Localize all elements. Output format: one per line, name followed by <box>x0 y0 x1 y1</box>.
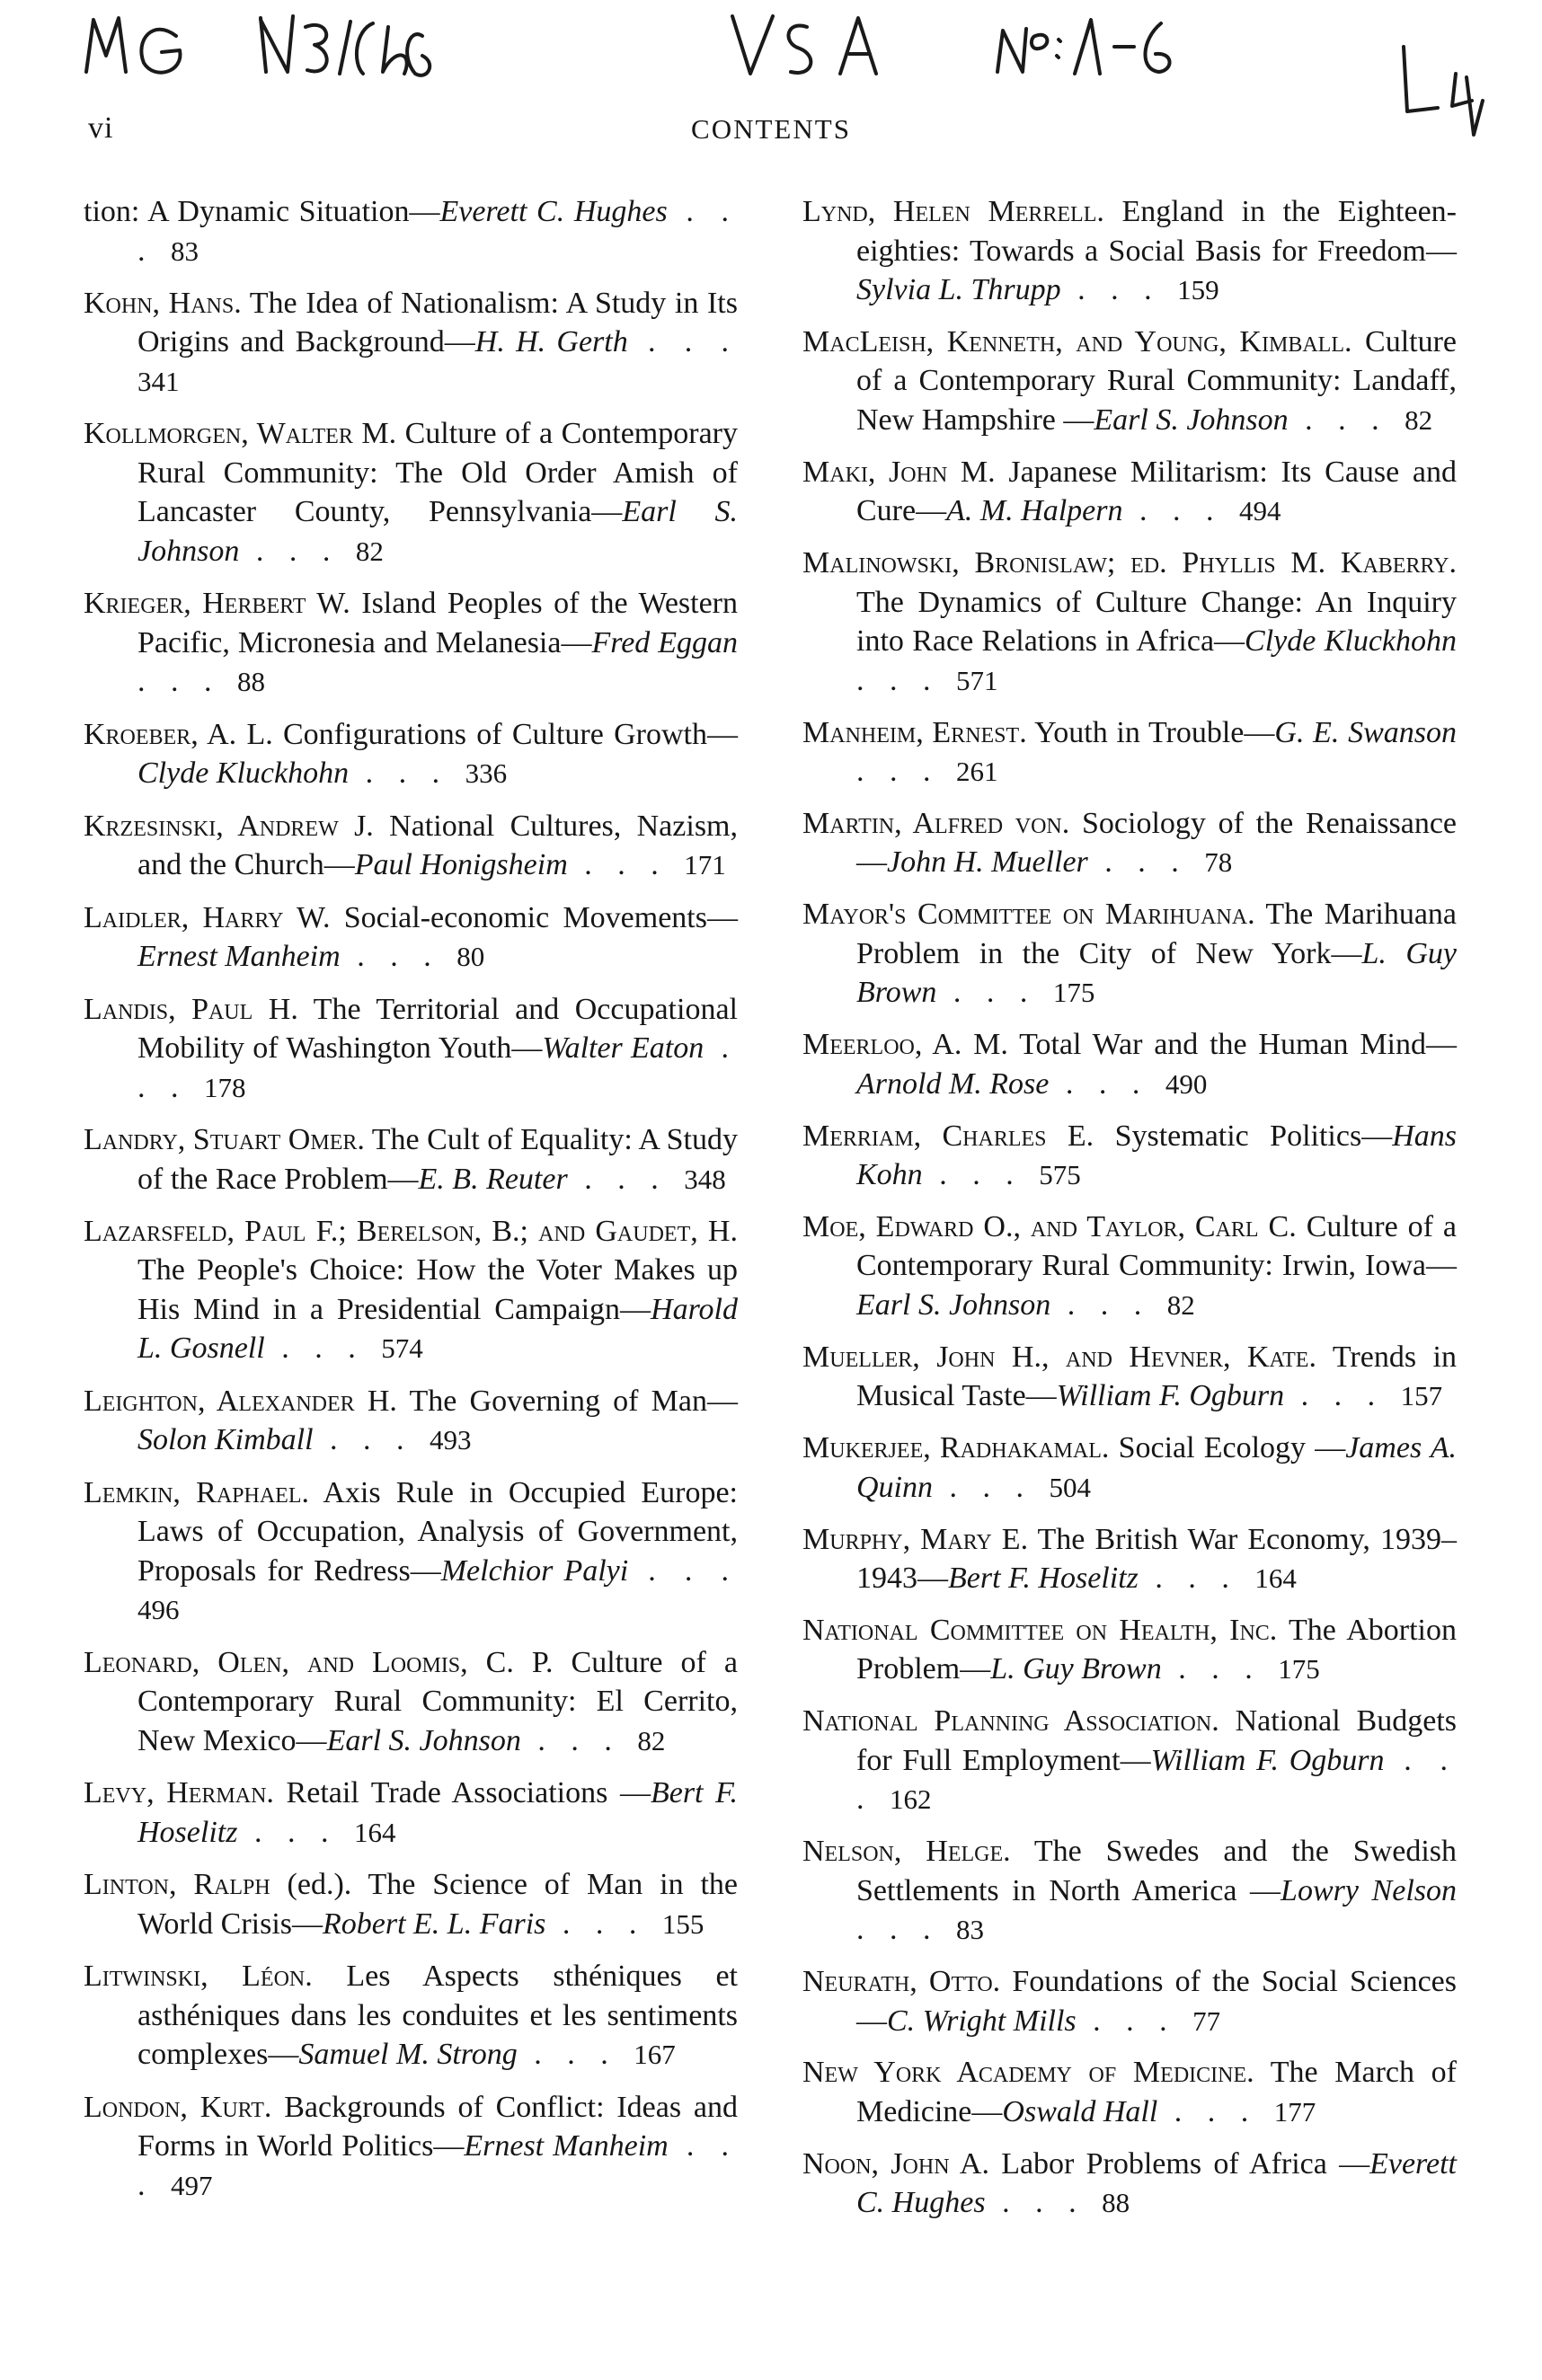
contents-entry <box>84 898 738 977</box>
entry-title: Les Aspects sthéniques et asthéniques dans les conduites et les sentiments complexes— <box>137 1960 738 2072</box>
contents-entry <box>802 1208 1457 1325</box>
entry-reviewer: G. E. Swanson <box>1274 715 1458 749</box>
entry-author: Leonard, Olen, and Loomis, C. P. <box>84 1645 554 1679</box>
entry-page-number: 82 <box>637 1724 666 1756</box>
entry-page-number: 336 <box>465 757 508 790</box>
running-head: CONTENTS <box>691 113 851 145</box>
entry-author: Leighton, Alexander H. <box>84 1384 397 1418</box>
contents-entry <box>84 1643 738 1761</box>
entry-page-number: 341 <box>137 365 180 397</box>
entry-author: Manheim, Ernest. <box>802 715 1027 749</box>
entry-reviewer: William F. Ogburn <box>1056 1379 1285 1413</box>
contents-entry <box>802 544 1457 700</box>
entry-author: Litwinski, Léon. <box>84 1960 313 1994</box>
contents-entry <box>802 1338 1457 1416</box>
contents-entry <box>802 1429 1457 1507</box>
entry-reviewer: C. Wright Mills <box>887 2004 1077 2038</box>
entry-author: Landis, Paul H. <box>84 992 298 1026</box>
dot-leader: . . . <box>567 1162 685 1196</box>
dot-leader: . . . <box>517 2038 634 2072</box>
dot-leader: . . . <box>1157 2094 1274 2128</box>
contents-entry <box>84 284 738 402</box>
dot-leader: . . . <box>627 325 739 359</box>
entry-reviewer: Paul Honigsheim <box>354 848 568 882</box>
dot-leader: . . . <box>567 848 685 882</box>
entry-reviewer: L. Guy Brown <box>856 936 1457 1010</box>
entry-reviewer: E. B. Reuter <box>418 1162 568 1196</box>
dot-leader: . . . <box>856 1913 956 1947</box>
contents-entry <box>84 715 738 793</box>
contents-entry <box>84 1120 738 1199</box>
entry-reviewer: James A. Quinn <box>856 1431 1457 1504</box>
entry-reviewer: Earl S. Johnson <box>137 495 738 568</box>
dot-leader: . . . <box>239 534 356 568</box>
entry-author: Malinowski, Bronislaw; ed. Phyllis M. Kaberry. <box>802 546 1457 580</box>
dot-leader: . . . <box>340 940 457 974</box>
dot-leader: . . . <box>137 1031 738 1104</box>
contents-column-left <box>84 192 738 2205</box>
entry-title: Social-economic Movements— <box>330 900 738 934</box>
entry-page-number: 177 <box>1273 2095 1316 2128</box>
entry-title: The Idea of Nationalism: A Study in Its Origins and Background— <box>137 286 738 359</box>
entry-author: Meerloo, A. M. <box>802 1028 1008 1062</box>
entry-page-number: 571 <box>956 664 998 696</box>
dot-leader: . . . <box>1288 403 1405 437</box>
contents-entry <box>84 1382 738 1460</box>
entry-title: Axis Rule in Occupied Europe: Laws of Occupation, Analysis of Government, Proposals for Redress— <box>137 1475 738 1588</box>
entry-author: Neurath, Otto. <box>802 1965 1001 1998</box>
entry-page-number: 157 <box>1400 1380 1443 1412</box>
dot-leader: . . . <box>349 756 465 791</box>
entry-page-number: 82 <box>1405 403 1433 436</box>
entry-page-number: 493 <box>430 1424 472 1456</box>
entry-reviewer: Everett C. Hughes <box>856 2146 1457 2220</box>
entry-page-number: 490 <box>1165 1067 1208 1100</box>
entry-reviewer: Earl S. Johnson <box>856 1287 1051 1322</box>
entry-page-number: 175 <box>1278 1653 1320 1685</box>
contents-entry <box>84 1865 738 1943</box>
entry-page-number: 497 <box>171 2169 213 2201</box>
entry-reviewer: H. H. Gerth <box>474 325 628 359</box>
entry-author: MacLeish, Kenneth, and Young, Kimball. <box>802 324 1352 358</box>
entry-title: The March of Medicine— <box>856 2056 1457 2128</box>
contents-entry <box>84 584 738 702</box>
entry-author: Krieger, Herbert W. <box>84 587 350 621</box>
page-number: vi <box>88 111 114 145</box>
entry-author: Levy, Herman. <box>84 1776 274 1810</box>
contents-entry <box>802 1117 1457 1195</box>
entry-reviewer: Oswald Hall <box>1002 2094 1158 2128</box>
entry-title: The Marihuana Problem in the City of New York— <box>856 898 1457 970</box>
entry-author: Noon, John A. <box>802 2146 989 2181</box>
contents-entry <box>84 1212 738 1368</box>
entry-author: Kroeber, A. L. <box>84 717 273 751</box>
entry-reviewer: Bert F. Hoselitz <box>137 1776 738 1849</box>
entry-reviewer: William F. Ogburn <box>1150 1743 1385 1777</box>
entry-author: Mueller, John H., and Hevner, Kate. <box>802 1340 1316 1374</box>
dot-leader: . . . <box>1060 273 1178 306</box>
entry-author: New York Academy of Medicine. <box>802 2056 1254 2090</box>
entry-page-number: 155 <box>661 1907 705 1940</box>
entry-page-number: 575 <box>1039 1159 1081 1190</box>
dot-leader: . . . <box>628 1553 738 1588</box>
entry-page-number: 574 <box>381 1332 423 1365</box>
dot-leader: . . . <box>137 2129 739 2202</box>
contents-entry <box>84 807 738 885</box>
entry-reviewer: Sylvia L. Thrupp <box>856 273 1061 306</box>
entry-page-number: 261 <box>956 756 998 787</box>
entry-page-number: 159 <box>1177 274 1219 305</box>
entry-title: The People's Choice: How the Voter Makes up His Mind in a Presidential Campaign— <box>137 1253 738 1326</box>
entry-title: tion: A Dynamic Situation— <box>84 195 440 228</box>
entry-page-number: 178 <box>204 1071 246 1103</box>
contents-entry <box>802 192 1457 310</box>
dot-leader: . . . <box>856 663 956 697</box>
contents-entry <box>802 1025 1457 1103</box>
contents-entry <box>802 2145 1457 2223</box>
entry-title: National Cultures, Nazism, and the Church— <box>137 809 738 882</box>
contents-entry <box>84 990 738 1108</box>
dot-leader: . . . <box>1049 1066 1165 1101</box>
entry-author: Lazarsfeld, Paul F.; Berelson, B.; and Gaudet, H. <box>84 1214 738 1248</box>
entry-reviewer: John H. Mueller <box>887 845 1088 880</box>
entry-reviewer: Melchior Palyi <box>440 1553 629 1588</box>
entry-reviewer: Clyde Kluckhohn <box>137 756 350 791</box>
dot-leader: . . . <box>936 976 1053 1010</box>
contents-entry <box>802 804 1457 882</box>
entry-title: (ed.). The Science of Man in the World Crisis— <box>137 1868 738 1941</box>
dot-leader: . . . <box>264 1332 382 1366</box>
entry-author: Martin, Alfred von. <box>802 806 1070 840</box>
entry-reviewer: Solon Kimball <box>137 1423 314 1457</box>
entry-title: Japanese Militarism: Its Cause and Cure— <box>856 455 1457 528</box>
dot-leader: . . . <box>985 2186 1103 2220</box>
entry-page-number: 78 <box>1204 846 1233 879</box>
entry-title: The Abortion Problem— <box>856 1613 1457 1686</box>
entry-title: The British War Economy, 1939–1943— <box>856 1522 1457 1595</box>
entry-reviewer: Ernest Manheim <box>137 940 341 974</box>
entry-reviewer: Earl S. Johnson <box>1094 403 1289 437</box>
entry-title: Labor Problems of Africa — <box>988 2146 1370 2181</box>
contents-entry <box>802 1520 1457 1598</box>
entry-title: Trends in Musical Taste— <box>856 1340 1457 1413</box>
contents-entry <box>84 192 738 270</box>
entry-reviewer: Clyde Kluckhohn <box>1245 624 1457 659</box>
entry-reviewer: Harold L. Gosnell <box>137 1292 738 1366</box>
contents-entry <box>802 1611 1457 1689</box>
dot-leader: . . . <box>1161 1652 1279 1686</box>
entry-reviewer: L. Guy Brown <box>990 1652 1162 1686</box>
entry-title: The Swedes and the Swedish Settlements in North America — <box>856 1835 1457 1907</box>
entry-author: Moe, Edward O., and Taylor, Carl C. <box>802 1209 1297 1243</box>
entry-page-number: 88 <box>1102 2187 1130 2219</box>
entry-title: The Dynamics of Culture Change: An Inquiry into Race Relations in Africa— <box>856 585 1457 659</box>
entry-author: National Planning Association. <box>802 1704 1219 1739</box>
entry-title: Systematic Politics— <box>1094 1119 1393 1153</box>
entry-reviewer: Walter Eaton <box>542 1031 705 1066</box>
entry-reviewer: Hans Kohn <box>856 1119 1457 1191</box>
entry-page-number: 348 <box>684 1163 726 1195</box>
contents-entry <box>802 713 1457 792</box>
entry-title: Social Ecology — <box>1109 1431 1346 1465</box>
entry-title: Island Peoples of the Western Pacific, Micronesia and Melanesia— <box>137 587 739 659</box>
dot-leader: . . . <box>545 1907 662 1941</box>
entry-page-number: 164 <box>1254 1562 1297 1594</box>
contents-entry <box>802 1832 1457 1950</box>
entry-title: Retail Trade Associations — <box>273 1776 651 1810</box>
entry-reviewer: Fred Eggan <box>591 625 738 659</box>
entry-author: Landry, Stuart Omer. <box>84 1123 365 1156</box>
dot-leader: . . . <box>137 195 738 268</box>
contents-entry <box>84 1957 738 2075</box>
entry-author: Linton, Ralph <box>84 1868 270 1902</box>
entry-title: Culture of a Contemporary Rural Community: The Old Order Amish of Lancaster County, Pennsylvania— <box>137 417 738 529</box>
entry-title: Sociology of the Renaissance— <box>856 806 1457 880</box>
handwritten-annotation <box>0 0 1542 180</box>
entry-author: Krzesinski, Andrew J. <box>84 809 374 843</box>
dot-leader: . . . <box>922 1158 1040 1191</box>
entry-page-number: 167 <box>634 2039 676 2071</box>
entry-page-number: 494 <box>1239 495 1281 527</box>
dot-leader: . . . <box>1087 845 1205 880</box>
entry-author: Lemkin, Raphael. <box>84 1475 309 1509</box>
contents-entry <box>802 895 1457 1013</box>
entry-title: Culture of a Contemporary Rural Community: El Cerrito, New Mexico— <box>137 1645 738 1757</box>
dot-leader: . . . <box>856 755 956 788</box>
entry-author: Murphy, Mary E. <box>802 1522 1029 1556</box>
entry-page-number: 164 <box>353 1816 396 1848</box>
dot-leader: . . . <box>1122 494 1240 528</box>
entry-reviewer: Everett C. Hughes <box>439 195 668 228</box>
contents-entry <box>84 414 738 571</box>
entry-reviewer: Ernest Manheim <box>464 2129 669 2163</box>
entry-author: Laidler, Harry W. <box>84 900 331 934</box>
entry-title: The Governing of Man— <box>396 1384 738 1418</box>
entry-page-number: 504 <box>1049 1471 1091 1503</box>
entry-page-number: 77 <box>1192 2004 1221 2037</box>
entry-author: Maki, John M. <box>802 455 996 489</box>
entry-author: London, Kurt. <box>84 2090 272 2124</box>
contents-entry <box>802 2053 1457 2131</box>
entry-author: Kollmorgen, Walter M. <box>84 417 397 451</box>
contents-entry <box>802 1962 1457 2040</box>
entry-page-number: 88 <box>237 666 265 698</box>
entry-title: Configurations of Culture Growth— <box>272 717 738 751</box>
entry-reviewer: A. M. Halpern <box>946 494 1123 528</box>
entry-reviewer: Samuel M. Strong <box>298 2038 518 2072</box>
entry-author: Mayor's Committee on Marihuana. <box>802 898 1255 932</box>
dot-leader: . . . <box>313 1423 430 1457</box>
entry-title: Youth in Trouble— <box>1026 715 1275 749</box>
dot-leader: . . . <box>520 1723 638 1757</box>
dot-leader: . . . <box>1050 1287 1167 1322</box>
contents-entry <box>84 1473 738 1630</box>
entry-title: The Territorial and Occupational Mobility of Washington Youth— <box>137 992 738 1066</box>
entry-author: Nelson, Helge. <box>802 1835 1011 1869</box>
entry-title: Total War and the Human Mind— <box>1007 1028 1457 1062</box>
entry-reviewer: Arnold M. Rose <box>856 1066 1050 1101</box>
entry-title: Culture of a Contemporary Rural Community: Irwin, Iowa— <box>856 1209 1457 1283</box>
dot-leader: . . . <box>856 1743 1457 1817</box>
dot-leader: . . . <box>1076 2004 1193 2038</box>
entry-page-number: 82 <box>355 535 384 567</box>
dot-leader: . . . <box>137 665 237 699</box>
entry-page-number: 162 <box>890 1783 932 1816</box>
entry-title: Foundations of the Social Sciences— <box>856 1965 1457 2038</box>
entry-author: Mukerjee, Radhakamal. <box>802 1431 1110 1465</box>
entry-reviewer: Robert E. L. Faris <box>323 1907 546 1941</box>
contents-entry <box>802 453 1457 531</box>
entry-reviewer: Bert F. Hoselitz <box>948 1562 1139 1595</box>
dot-leader: . . . <box>1284 1379 1401 1413</box>
entry-title: The Cult of Equality: A Study of the Race Problem— <box>137 1123 738 1196</box>
entry-title: England in the Eighteen-eighties: Towards a Social Basis for Freedom— <box>856 195 1457 268</box>
entry-page-number: 80 <box>456 941 485 973</box>
contents-entry <box>84 2088 738 2206</box>
entry-author: National Committee on Health, Inc. <box>802 1613 1278 1647</box>
entry-page-number: 83 <box>171 234 199 267</box>
contents-entry <box>84 1774 738 1852</box>
entry-title: Culture of a Contemporary Rural Community: Landaff, New Hampshire — <box>856 324 1457 437</box>
entry-page-number: 82 <box>1166 1288 1195 1321</box>
dot-leader: . . . <box>1138 1562 1255 1595</box>
entry-page-number: 496 <box>137 1594 180 1626</box>
contents-entry <box>802 1702 1457 1819</box>
entry-page-number: 171 <box>684 849 726 881</box>
entry-title: Backgrounds of Conflict: Ideas and Forms in World Politics— <box>137 2090 739 2163</box>
dot-leader: . . . <box>237 1815 354 1849</box>
entry-author: Lynd, Helen Merrell. <box>802 195 1104 228</box>
entry-reviewer: Earl S. Johnson <box>326 1723 521 1757</box>
entry-author: Kohn, Hans. <box>84 286 242 320</box>
dot-leader: . . . <box>933 1470 1050 1504</box>
entry-page-number: 83 <box>956 1914 984 1946</box>
entry-title: National Budgets for Full Employment— <box>856 1704 1457 1777</box>
contents-column-right <box>802 192 1457 2223</box>
entry-reviewer: Lowry Nelson <box>1281 1873 1457 1907</box>
entry-author: Merriam, Charles E. <box>802 1119 1094 1153</box>
entry-page-number: 175 <box>1052 977 1095 1009</box>
contents-entry <box>802 323 1457 440</box>
